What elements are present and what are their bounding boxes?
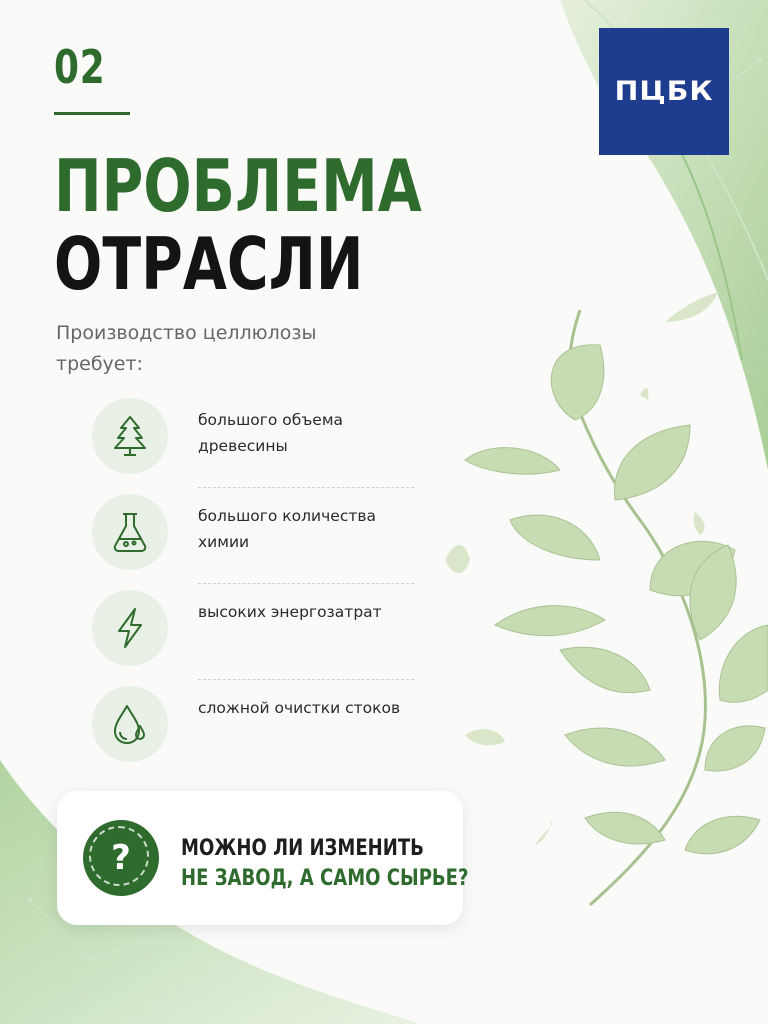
question-symbol: ? <box>111 838 131 878</box>
requirements-list <box>92 392 414 776</box>
leaf-branch-illustration <box>445 292 768 905</box>
question-callout <box>57 791 469 925</box>
flask-icon <box>110 510 150 554</box>
company-logo <box>599 28 729 155</box>
tree-icon <box>110 414 150 458</box>
slide-number-underline <box>54 112 130 115</box>
question-icon <box>83 820 159 896</box>
icon-circle <box>92 494 168 570</box>
callout-line-2: НЕ ЗАВОД, А САМО СЫРЬЕ? <box>181 866 469 891</box>
title-line-1: ПРОБЛЕМА <box>54 144 422 228</box>
water-drop-icon <box>110 702 150 746</box>
title-line-2: ОТРАСЛИ <box>54 222 364 306</box>
icon-circle <box>92 686 168 762</box>
list-item-label: высоких энергозатрат <box>198 603 382 621</box>
logo-text: ПЦБК <box>614 76 714 107</box>
icon-circle <box>92 590 168 666</box>
callout-line-1: МОЖНО ЛИ ИЗМЕНИТЬ <box>181 836 424 861</box>
list-item <box>92 680 414 776</box>
list-item <box>92 488 414 584</box>
slide-number: 02 <box>54 40 106 94</box>
list-item-label: большого количества химии <box>198 507 377 551</box>
list-item <box>92 584 414 680</box>
list-item-label: сложной очистки стоков <box>198 699 401 717</box>
subtitle: Производство целлюлозы требует: <box>56 322 317 375</box>
lightning-icon <box>110 606 150 650</box>
list-item-label: большого объема древесины <box>198 411 344 455</box>
icon-circle <box>92 398 168 474</box>
list-item <box>92 392 414 488</box>
